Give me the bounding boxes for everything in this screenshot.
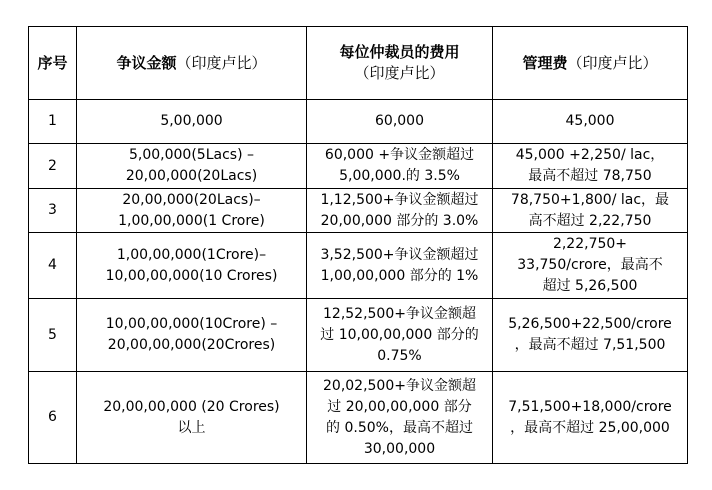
cell-line: 45,000 +2,250/ lac， <box>515 147 665 163</box>
cell-line: 60,000 <box>375 113 424 129</box>
cell-admin <box>493 372 688 464</box>
cell-arbitrator <box>307 299 493 372</box>
cell-line: 78,750+1,800/ lac，最 <box>510 191 670 208</box>
cell-line: 20,00,000 部分的 3.0% <box>320 212 479 229</box>
cell-no: 3 <box>29 189 77 233</box>
cell-no: 5 <box>29 299 77 372</box>
cell-line: 3,52,500+争议金额超过 <box>320 246 479 263</box>
cell-line: ，最高不超过 25,00,000 <box>510 419 670 436</box>
table-row <box>29 233 688 299</box>
fee-table <box>28 26 688 464</box>
cell-line: 1,00,00,000(1Crore)– <box>116 246 267 263</box>
cell-line: 10,00,00,000(10Crore) – <box>105 316 278 332</box>
cell-admin <box>493 233 688 299</box>
table-row <box>29 299 688 372</box>
cell-amount <box>77 189 307 233</box>
cell-arbitrator <box>307 144 493 189</box>
cell-line: 5,26,500+22,500/crore <box>508 316 672 332</box>
cell-line: 超过 5,26,500 <box>542 278 638 294</box>
cell-line: 1,12,500+争议金额超过 <box>320 191 479 208</box>
cell-line: 5,00,000.的 3.5% <box>339 168 460 184</box>
cell-line: 高不超过 2,22,750 <box>528 212 652 229</box>
header-arbitrator-fee: 每位仲裁员的费用 （印度卢比） <box>307 27 493 100</box>
cell-no: 1 <box>29 100 77 144</box>
cell-line: 5,00,000 <box>160 113 223 129</box>
cell-line: ，最高不超过 7,51,500 <box>514 337 666 353</box>
cell-no: 2 <box>29 144 77 189</box>
cell-amount <box>77 233 307 299</box>
cell-line: 2,22,750+ <box>552 236 628 252</box>
header-amount: 争议金额（印度卢比） <box>77 27 307 100</box>
cell-arbitrator <box>307 100 493 144</box>
header-no: 序号 <box>29 27 77 100</box>
cell-line: 10,00,00,000(10 Crores) <box>105 267 278 284</box>
cell-line: 以上 <box>177 419 206 436</box>
cell-line: 33,750/crore，最高不 <box>517 257 663 273</box>
cell-arbitrator <box>307 233 493 299</box>
cell-amount <box>77 372 307 464</box>
cell-line: 20,02,500+争议金额超 <box>323 377 476 394</box>
cell-line: 0.75% <box>377 347 422 364</box>
cell-arbitrator <box>307 372 493 464</box>
cell-line: 30,00,000 <box>363 440 436 457</box>
cell-line: 12,52,500+争议金额超 <box>323 305 476 322</box>
cell-line: 过 10,00,00,000 部分的 <box>320 326 479 343</box>
cell-amount <box>77 299 307 372</box>
cell-line: 45,000 <box>565 113 615 129</box>
cell-line: 7,51,500+18,000/crore <box>508 398 672 415</box>
cell-line: 20,00,00,000 (20 Crores) <box>103 398 280 415</box>
cell-line: 的 0.50%，最高不超过 <box>326 419 473 436</box>
cell-amount <box>77 100 307 144</box>
cell-line: 20,00,000(20Lacs) <box>125 168 258 184</box>
cell-line: 1,00,00,000 部分的 1% <box>320 267 479 284</box>
cell-line: 1,00,00,000(1 Crore) <box>118 212 265 229</box>
cell-admin <box>493 189 688 233</box>
cell-amount <box>77 144 307 189</box>
header-row <box>29 27 688 100</box>
table-row <box>29 372 688 464</box>
cell-line: 20,00,000(20Lacs)– <box>122 191 261 208</box>
cell-no: 4 <box>29 233 77 299</box>
cell-line: 60,000 +争议金额超过 <box>324 147 475 163</box>
cell-admin <box>493 144 688 189</box>
cell-admin <box>493 100 688 144</box>
cell-no: 6 <box>29 372 77 464</box>
table-row <box>29 100 688 144</box>
table-row <box>29 189 688 233</box>
table-row <box>29 144 688 189</box>
header-admin-fee: 管理费（印度卢比） <box>493 27 688 100</box>
cell-line: 5,00,000(5Lacs) – <box>129 147 254 163</box>
cell-line: 最高不超过 78,750 <box>528 168 652 184</box>
cell-arbitrator <box>307 189 493 233</box>
cell-admin <box>493 299 688 372</box>
cell-line: 20,00,00,000(20Crores) <box>107 337 276 353</box>
cell-line: 过 20,00,00,000 部分 <box>327 398 472 415</box>
